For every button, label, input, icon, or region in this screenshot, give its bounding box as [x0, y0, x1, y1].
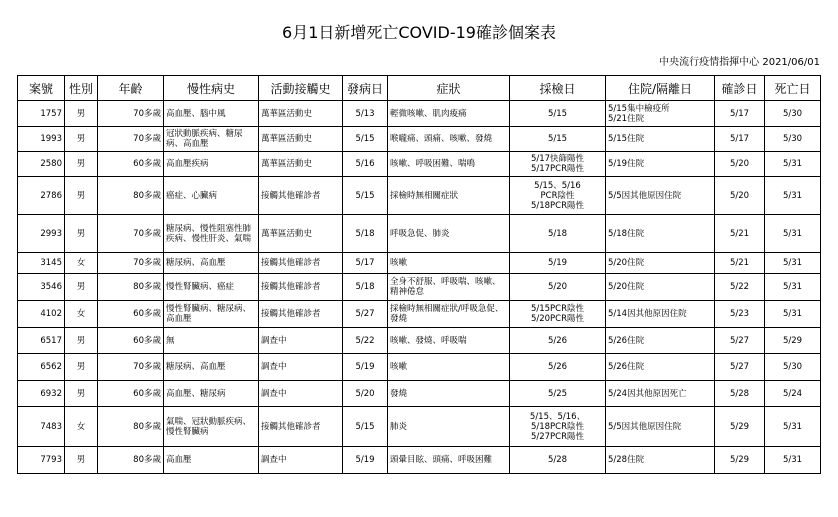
cell-contact-history: 萬華區活動史 — [259, 215, 343, 253]
cell-chronic-history: 慢性腎臟病、癌症 — [164, 274, 259, 301]
cell-test-date: 5/15 — [510, 101, 606, 127]
cell-death-date: 5/31 — [765, 152, 821, 177]
cell-admission-date: 5/20住院 — [606, 253, 715, 274]
header-death-date: 死亡日 — [765, 76, 821, 101]
table-row — [18, 152, 821, 177]
table-row — [18, 215, 821, 253]
cell-sex: 男 — [65, 354, 98, 381]
cell-symptoms: 呼吸急促、肺炎 — [388, 215, 510, 253]
cell-death-date: 5/31 — [765, 177, 821, 215]
cell-symptoms: 發燒 — [388, 381, 510, 407]
table-row — [18, 101, 821, 127]
cell-admission-date: 5/18住院 — [606, 215, 715, 253]
cell-contact-history: 調查中 — [259, 354, 343, 381]
table-row — [18, 177, 821, 215]
header-test-date: 採檢日 — [510, 76, 606, 101]
cell-admission-date: 5/26住院 — [606, 328, 715, 354]
cell-contact-history: 萬華區活動史 — [259, 152, 343, 177]
cell-age: 60多歲 — [98, 301, 164, 328]
cell-contact-history: 接觸其他確診者 — [259, 274, 343, 301]
cell-age: 80多歲 — [98, 177, 164, 215]
cell-chronic-history: 糖尿病、高血壓 — [164, 354, 259, 381]
issuer-and-date: 中央流行疫情指揮中心 2021/06/01 — [659, 57, 820, 68]
cell-age: 70多歲 — [98, 253, 164, 274]
cell-onset-date: 5/16 — [343, 152, 388, 177]
cell-chronic-history: 癌症、心臟病 — [164, 177, 259, 215]
header-case-no: 案號 — [18, 76, 65, 101]
cell-test-date: 5/18 — [510, 215, 606, 253]
table-row — [18, 127, 821, 152]
cell-contact-history: 接觸其他確診者 — [259, 177, 343, 215]
cell-confirm-date: 5/17 — [715, 127, 765, 152]
cell-case-no: 7793 — [18, 447, 65, 474]
cell-sex: 男 — [65, 101, 98, 127]
cell-test-date: 5/26 — [510, 328, 606, 354]
cell-onset-date: 5/27 — [343, 301, 388, 328]
table-row — [18, 274, 821, 301]
cell-case-no: 2786 — [18, 177, 65, 215]
cell-age: 70多歲 — [98, 127, 164, 152]
cell-death-date: 5/30 — [765, 127, 821, 152]
cell-sex: 女 — [65, 301, 98, 328]
cell-onset-date: 5/15 — [343, 407, 388, 447]
cell-chronic-history: 高血壓、腦中風 — [164, 101, 259, 127]
cell-case-no: 3145 — [18, 253, 65, 274]
cell-onset-date: 5/19 — [343, 447, 388, 474]
cell-age: 70多歲 — [98, 354, 164, 381]
cell-admission-date: 5/28住院 — [606, 447, 715, 474]
cell-case-no: 1757 — [18, 101, 65, 127]
cell-symptoms: 肺炎 — [388, 407, 510, 447]
table-row — [18, 381, 821, 407]
cell-confirm-date: 5/17 — [715, 101, 765, 127]
cell-confirm-date: 5/29 — [715, 407, 765, 447]
cell-contact-history: 調查中 — [259, 447, 343, 474]
cell-contact-history: 接觸其他確診者 — [259, 253, 343, 274]
cell-case-no: 6517 — [18, 328, 65, 354]
cell-chronic-history: 氣喘、冠狀動脈疾病、慢性腎臟病 — [164, 407, 259, 447]
cell-age: 80多歲 — [98, 407, 164, 447]
cell-case-no: 1993 — [18, 127, 65, 152]
table-row — [18, 407, 821, 447]
cell-contact-history: 萬華區活動史 — [259, 127, 343, 152]
cell-age: 80多歲 — [98, 274, 164, 301]
cell-death-date: 5/31 — [765, 274, 821, 301]
cell-death-date: 5/24 — [765, 381, 821, 407]
cell-test-date: 5/20 — [510, 274, 606, 301]
header-age: 年齡 — [98, 76, 164, 101]
cell-death-date: 5/31 — [765, 447, 821, 474]
cell-case-no: 6562 — [18, 354, 65, 381]
cell-sex: 女 — [65, 407, 98, 447]
cell-death-date: 5/31 — [765, 215, 821, 253]
cell-sex: 男 — [65, 215, 98, 253]
cell-test-date: 5/15、5/16、 5/18PCR陰性 5/27PCR陽性 — [510, 407, 606, 447]
cell-symptoms: 全身不舒服、呼吸喘、咳嗽、精神倦怠 — [388, 274, 510, 301]
cell-onset-date: 5/17 — [343, 253, 388, 274]
cell-onset-date: 5/20 — [343, 381, 388, 407]
cell-onset-date: 5/13 — [343, 101, 388, 127]
cell-onset-date: 5/22 — [343, 328, 388, 354]
cell-death-date: 5/31 — [765, 253, 821, 274]
table-row — [18, 301, 821, 328]
cell-contact-history: 接觸其他確診者 — [259, 407, 343, 447]
header-sex: 性別 — [65, 76, 98, 101]
cell-case-no: 2993 — [18, 215, 65, 253]
table-row — [18, 328, 821, 354]
cell-contact-history: 接觸其他確診者 — [259, 301, 343, 328]
cell-symptoms: 咳嗽、發燒、呼吸喘 — [388, 328, 510, 354]
table-header-row — [18, 76, 821, 101]
cell-case-no: 2580 — [18, 152, 65, 177]
cell-onset-date: 5/15 — [343, 127, 388, 152]
cell-test-date: 5/15 — [510, 127, 606, 152]
cell-admission-date: 5/5因其他原因住院 — [606, 407, 715, 447]
cell-contact-history: 萬華區活動史 — [259, 101, 343, 127]
cell-sex: 男 — [65, 381, 98, 407]
cell-confirm-date: 5/20 — [715, 177, 765, 215]
cell-age: 60多歲 — [98, 381, 164, 407]
cell-onset-date: 5/15 — [343, 177, 388, 215]
cell-test-date: 5/25 — [510, 381, 606, 407]
cell-confirm-date: 5/28 — [715, 381, 765, 407]
cell-case-no: 3546 — [18, 274, 65, 301]
cell-symptoms: 輕微咳嗽、肌肉痠痛 — [388, 101, 510, 127]
cell-sex: 男 — [65, 152, 98, 177]
header-chronic-history: 慢性病史 — [164, 76, 259, 101]
header-symptoms: 症狀 — [388, 76, 510, 101]
header-admission-date: 住院/隔離日 — [606, 76, 715, 101]
cell-admission-date: 5/24因其他原因死亡 — [606, 381, 715, 407]
cell-confirm-date: 5/29 — [715, 447, 765, 474]
cell-chronic-history: 慢性腎臟病、糖尿病、高血壓 — [164, 301, 259, 328]
header-contact-history: 活動接觸史 — [259, 76, 343, 101]
cell-admission-date: 5/20住院 — [606, 274, 715, 301]
cell-symptoms: 喉嚨痛、頭痛、咳嗽、發燒 — [388, 127, 510, 152]
cell-age: 70多歲 — [98, 215, 164, 253]
cell-contact-history: 調查中 — [259, 381, 343, 407]
case-table — [17, 75, 821, 474]
cell-chronic-history: 高血壓、糖尿病 — [164, 381, 259, 407]
cell-chronic-history: 無 — [164, 328, 259, 354]
page-title: 6月1日新增死亡COVID-19確診個案表 — [282, 23, 556, 42]
cell-age: 60多歲 — [98, 328, 164, 354]
cell-admission-date: 5/5因其他原因住院 — [606, 177, 715, 215]
cell-sex: 男 — [65, 274, 98, 301]
cell-confirm-date: 5/27 — [715, 354, 765, 381]
header-confirm-date: 確診日 — [715, 76, 765, 101]
cell-onset-date: 5/18 — [343, 215, 388, 253]
cell-admission-date: 5/26住院 — [606, 354, 715, 381]
cell-death-date: 5/29 — [765, 328, 821, 354]
cell-admission-date: 5/15集中檢疫所 5/21住院 — [606, 101, 715, 127]
cell-age: 80多歲 — [98, 447, 164, 474]
cell-chronic-history: 糖尿病、高血壓 — [164, 253, 259, 274]
cell-contact-history: 調查中 — [259, 328, 343, 354]
header-onset-date: 發病日 — [343, 76, 388, 101]
cell-admission-date: 5/19住院 — [606, 152, 715, 177]
cell-symptoms: 採檢時無相關症狀 — [388, 177, 510, 215]
cell-symptoms: 咳嗽、呼吸困難、喘鳴 — [388, 152, 510, 177]
cell-sex: 女 — [65, 253, 98, 274]
cell-death-date: 5/30 — [765, 101, 821, 127]
table-body — [18, 101, 821, 474]
cell-case-no: 4102 — [18, 301, 65, 328]
cell-death-date: 5/31 — [765, 407, 821, 447]
cell-test-date: 5/19 — [510, 253, 606, 274]
cell-test-date: 5/17快篩陽性 5/17PCR陽性 — [510, 152, 606, 177]
cell-admission-date: 5/14因其他原因住院 — [606, 301, 715, 328]
table-row — [18, 447, 821, 474]
cell-test-date: 5/28 — [510, 447, 606, 474]
cell-case-no: 7483 — [18, 407, 65, 447]
cell-onset-date: 5/18 — [343, 274, 388, 301]
cell-symptoms: 採檢時無相關症狀/呼吸急促、發燒 — [388, 301, 510, 328]
table-row — [18, 253, 821, 274]
cell-confirm-date: 5/21 — [715, 253, 765, 274]
cell-test-date: 5/15PCR陰性 5/20PCR陽性 — [510, 301, 606, 328]
cell-death-date: 5/30 — [765, 354, 821, 381]
cell-confirm-date: 5/20 — [715, 152, 765, 177]
cell-symptoms: 頭暈目眩、頭痛、呼吸困難 — [388, 447, 510, 474]
cell-symptoms: 咳嗽 — [388, 253, 510, 274]
cell-death-date: 5/31 — [765, 301, 821, 328]
cell-confirm-date: 5/27 — [715, 328, 765, 354]
cell-test-date: 5/26 — [510, 354, 606, 381]
cell-chronic-history: 高血壓疾病 — [164, 152, 259, 177]
cell-chronic-history: 糖尿病、慢性阻塞性肺疾病、慢性肝炎、氣喘 — [164, 215, 259, 253]
cell-confirm-date: 5/22 — [715, 274, 765, 301]
cell-confirm-date: 5/23 — [715, 301, 765, 328]
cell-case-no: 6932 — [18, 381, 65, 407]
cell-chronic-history: 冠狀動脈疾病、糖尿病、高血壓 — [164, 127, 259, 152]
table-row — [18, 354, 821, 381]
cell-sex: 男 — [65, 127, 98, 152]
cell-symptoms: 咳嗽 — [388, 354, 510, 381]
cell-age: 60多歲 — [98, 152, 164, 177]
cell-sex: 男 — [65, 177, 98, 215]
cell-sex: 男 — [65, 328, 98, 354]
cell-test-date: 5/15、5/16 PCR陰性 5/18PCR陽性 — [510, 177, 606, 215]
cell-chronic-history: 高血壓 — [164, 447, 259, 474]
cell-onset-date: 5/19 — [343, 354, 388, 381]
cell-age: 70多歲 — [98, 101, 164, 127]
cell-sex: 男 — [65, 447, 98, 474]
cell-admission-date: 5/15住院 — [606, 127, 715, 152]
cell-confirm-date: 5/21 — [715, 215, 765, 253]
